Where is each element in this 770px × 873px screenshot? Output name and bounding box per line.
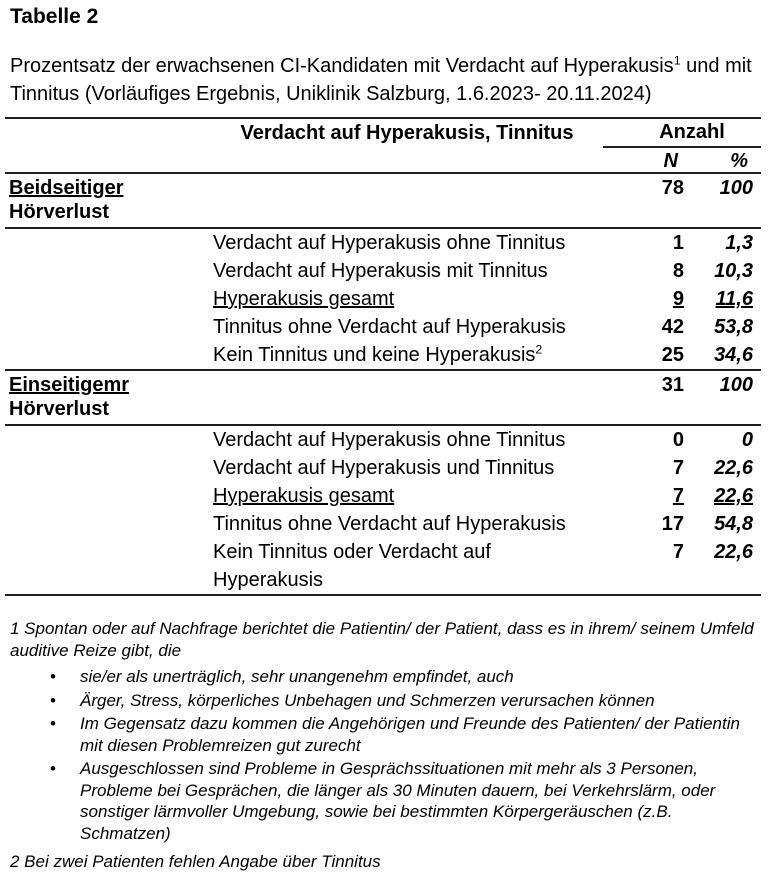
footnote-marker-1: 1 bbox=[673, 53, 681, 68]
empty-cell bbox=[5, 257, 203, 285]
caption-text-continued: und mit Tinnitus (Vorläufiges Ergebnis, Uniklinik Salzburg, 1.6.2023- 20.11.2024) bbox=[10, 55, 752, 105]
n-cell bbox=[603, 285, 685, 313]
empty-header-cell bbox=[5, 118, 203, 147]
n-cell bbox=[603, 482, 685, 510]
criteria-column-header: Verdacht auf Hyperakusis, Tinnitus bbox=[240, 121, 574, 144]
empty-cell bbox=[5, 454, 203, 482]
table-row-total bbox=[5, 285, 761, 313]
total-label: Hyperakusis gesamt bbox=[213, 288, 395, 310]
section-header-row-bilateral bbox=[5, 173, 761, 228]
total-n: 9 bbox=[672, 288, 684, 310]
empty-header-cell bbox=[5, 147, 203, 173]
table-row bbox=[5, 313, 761, 341]
section-label bbox=[5, 370, 203, 425]
n-cell: 8 bbox=[672, 260, 684, 282]
section-label-line1: Beidseitiger bbox=[9, 177, 124, 199]
table-row bbox=[5, 538, 761, 595]
criteria-label: Kein Tinnitus und keine Hyperakusis bbox=[213, 344, 536, 366]
criteria-cell: Tinnitus ohne Verdacht auf Hyperakusis bbox=[213, 316, 566, 338]
criteria-cell: Kein Tinnitus oder Verdacht auf Hyperakusis bbox=[213, 541, 491, 591]
table-title: Tabelle 2 bbox=[10, 5, 99, 28]
criteria-cell bbox=[203, 285, 603, 313]
criteria-cell bbox=[203, 341, 603, 370]
empty-cell bbox=[5, 313, 203, 341]
table-row bbox=[5, 228, 761, 257]
total-label: Hyperakusis gesamt bbox=[213, 485, 395, 507]
table-row bbox=[5, 425, 761, 454]
footnote-2: 2 Bei zwei Patienten fehlen Angabe über Tinnitus bbox=[10, 852, 381, 871]
pct-cell: 0 bbox=[741, 429, 753, 451]
table-row bbox=[5, 510, 761, 538]
pct-cell: 100 bbox=[685, 370, 761, 425]
pct-cell: 100 bbox=[685, 173, 761, 228]
section-header-row-unilateral bbox=[5, 370, 761, 425]
n-cell: 78 bbox=[603, 173, 685, 228]
n-cell: 7 bbox=[672, 541, 684, 563]
table-row bbox=[5, 454, 761, 482]
n-cell: 31 bbox=[603, 370, 685, 425]
empty-cell bbox=[5, 425, 203, 454]
pct-cell: 1,3 bbox=[725, 232, 753, 254]
footnote-bullet-item: • Ausgeschlossen sind Probleme in Gesprächssituationen mit mehr als 3 Personen, Probleme bei Gesprächen, die länger als 30 Minuten dauern, bei Verkehrslärm, oder sonstiger lärmvoller Umgebung, sowie bei bestimmten Körpergeräuschen (z.B. Schmatzen) bbox=[10, 758, 762, 844]
n-cell: 7 bbox=[672, 457, 684, 479]
empty-cell bbox=[203, 370, 603, 425]
empty-header-cell bbox=[203, 147, 603, 173]
footnote-1: 1 Spontan oder auf Nachfrage berichtet die Patientin/ der Patient, dass es in ihrem/ seinem Umfeld auditive Reize gibt, die bbox=[10, 619, 754, 660]
caption-text: Prozentsatz der erwachsenen CI-Kandidaten mit Verdacht auf Hyperakusis bbox=[10, 55, 674, 77]
section-label-line1: Einseitigemr bbox=[9, 374, 130, 396]
count-group-header: Anzahl bbox=[603, 118, 761, 147]
total-pct: 11,6 bbox=[715, 288, 753, 310]
empty-cell bbox=[5, 341, 203, 370]
table-row-total bbox=[5, 482, 761, 510]
footnote-bullet-item: • Ärger, Stress, körperliches Unbehagen und Schmerzen verursachen können bbox=[10, 690, 762, 712]
table-header-row-2 bbox=[5, 147, 761, 173]
n-cell: 25 bbox=[603, 341, 685, 370]
criteria-cell: Verdacht auf Hyperakusis ohne Tinnitus bbox=[213, 232, 566, 254]
pct-cell: 53,8 bbox=[714, 316, 753, 338]
footnote-bullet-list bbox=[10, 666, 762, 844]
criteria-cell bbox=[203, 482, 603, 510]
empty-cell bbox=[5, 538, 203, 595]
pct-cell: 34,6 bbox=[685, 341, 761, 370]
empty-cell bbox=[5, 285, 203, 313]
table-caption bbox=[10, 52, 762, 108]
footnote-bullet-item: • Im Gegensatz dazu kommen die Angehörigen und Freunde des Patienten/ der Patientin mit diesen Problemreizen gut zurecht bbox=[10, 713, 762, 756]
n-column-header: N bbox=[603, 147, 685, 173]
pct-cell bbox=[685, 482, 761, 510]
pct-cell: 54,8 bbox=[714, 513, 753, 535]
empty-cell bbox=[5, 228, 203, 257]
table-header-row-1 bbox=[5, 118, 761, 147]
empty-cell bbox=[203, 173, 603, 228]
table-row bbox=[5, 257, 761, 285]
total-n: 7 bbox=[672, 485, 684, 507]
criteria-cell: Verdacht auf Hyperakusis ohne Tinnitus bbox=[213, 429, 566, 451]
empty-cell bbox=[5, 482, 203, 510]
total-pct: 22,6 bbox=[714, 485, 753, 507]
footnote-marker-2: 2 bbox=[535, 342, 543, 357]
pct-cell: 22,6 bbox=[714, 457, 753, 479]
section-label-line2: Hörverlust bbox=[9, 200, 110, 223]
table-row bbox=[5, 341, 761, 370]
footnote-bullet-item: • sie/er als unerträglich, sehr unangenehm empfindet, auch bbox=[10, 666, 762, 688]
percent-column-header: % bbox=[685, 147, 761, 173]
criteria-cell: Verdacht auf Hyperakusis und Tinnitus bbox=[213, 457, 555, 479]
pct-cell: 10,3 bbox=[714, 260, 753, 282]
section-label-line2: Hörverlust bbox=[9, 397, 110, 420]
criteria-cell: Verdacht auf Hyperakusis mit Tinnitus bbox=[213, 260, 548, 282]
n-cell: 1 bbox=[672, 232, 684, 254]
n-cell: 0 bbox=[672, 429, 684, 451]
criteria-cell: Tinnitus ohne Verdacht auf Hyperakusis bbox=[213, 513, 566, 535]
pct-cell bbox=[685, 285, 761, 313]
section-label bbox=[5, 173, 203, 228]
n-cell: 42 bbox=[661, 316, 684, 338]
empty-cell bbox=[5, 510, 203, 538]
results-table bbox=[5, 117, 761, 596]
n-cell: 17 bbox=[661, 513, 684, 535]
pct-cell: 22,6 bbox=[714, 541, 753, 563]
footnotes-section bbox=[10, 618, 762, 873]
